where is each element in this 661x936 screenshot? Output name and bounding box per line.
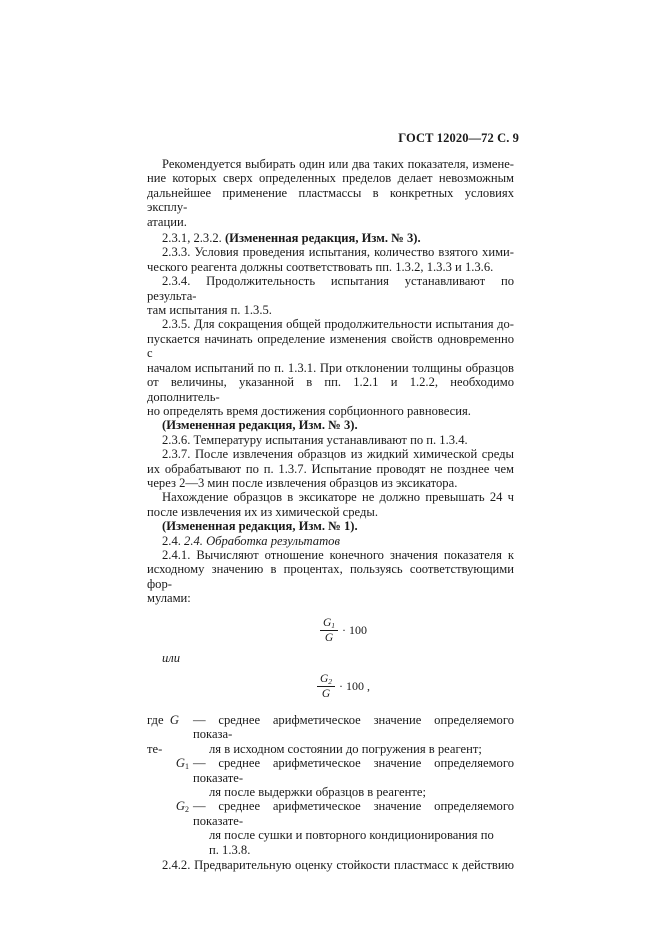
- definitions-list: где G — среднее арифметическое значение определяемого показа- те- ля в исходном состоянии до погружения в реагент; $G_1$ — среднее арифметическое значение определяемого показате- ля после выдержки образцов в реагенте; $G_2$ — среднее арифметическое значение определяемого показате- ля после сушки и повторного кондиционирования по п. 1.3.8.: [147, 713, 514, 857]
- multiplier: · 100 ,: [339, 678, 371, 693]
- paragraph-desiccator: Нахождение образцов в эксикаторе не должно превышать 24 ч после извлечения их из химической среды.: [147, 490, 514, 519]
- fraction-g2-over-g: $\frac{G_2}{G}$: [317, 673, 335, 700]
- paragraph-2-4-2: 2.4.2. Предварительную оценку стойкости пластмасс к действию: [162, 858, 514, 873]
- conjunction-or: или: [162, 650, 181, 665]
- amendment-note-3: (Измененная редакция, Изм. № 3).: [162, 418, 358, 433]
- section-2-4-title: [147, 534, 514, 548]
- section-title: 2.4. Обработка результатов: [184, 533, 340, 548]
- definition-g1: $G_1$ — среднее арифметическое значение определяемого показате-: [175, 756, 514, 785]
- paragraph-2-3-6: 2.3.6. Температуру испытания устанавливают по п. 1.3.4.: [162, 432, 468, 447]
- paragraph-2-3-4: 2.3.4. Продолжительность испытания устанавливают по результа- там испытания п. 1.3.5.: [147, 274, 514, 318]
- multiplier: · 100: [342, 623, 368, 638]
- paragraph-recommendation: Рекомендуется выбирать один или два таких показателя, измене- ние которых сверх определенных пределов делает невозможным дальнейшее применение пластмассы в конкретных условиях эксплу- атации.: [147, 157, 514, 229]
- formula-g2: [173, 669, 514, 703]
- page-header: ГОСТ 12020—72 С. 9: [398, 131, 519, 145]
- amendment-note-1: (Измененная редакция, Изм. № 1).: [162, 519, 358, 534]
- paragraph-2-3-5: 2.3.5. Для сокращения общей продолжительности испытания до- пускается начинать определение изменения свойств одновременно с началом испытаний по п. 1.3.1. При отклонении толщины образцов от величины, указанной в пп. 1.2.1 и 1.2.2, необходимо дополнитель- но определять время достижения сорбционного равновесия.: [147, 317, 514, 418]
- definition-g2: $G_2$ — среднее арифметическое значение определяемого показате-: [175, 799, 514, 828]
- paragraph-2-3-7: 2.3.7. После извлечения образцов из жидкий химической среды их обрабатывают по п. 1.3.7. Испытание проводят не позднее чем через 2—3 мин после извлечения образцов из эксикатора.: [147, 447, 514, 490]
- definition-g: где G — среднее арифметическое значение определяемого показа-: [147, 713, 514, 742]
- document-body: [147, 157, 514, 872]
- fraction-g1-over-g: $\frac{G_1}{G}$: [320, 617, 338, 644]
- paragraph-2-3-1: 2.3.1, 2.3.2. (Измененная редакция, Изм. № 3).: [162, 231, 421, 246]
- paragraph-2-3-3: 2.3.3. Условия проведения испытания, количество взятого хими- ческого реагента должны соответствовать пп. 1.3.2, 1.3.3 и 1.3.6.: [147, 245, 514, 274]
- formula-g1: [173, 614, 514, 648]
- section-number: 2.4.: [162, 533, 185, 548]
- paragraph-2-4-1: 2.4.1. Вычисляют отношение конечного значения показателя к исходному значению в процентах, пользуясь соответствующими фор- мулами:: [147, 547, 514, 606]
